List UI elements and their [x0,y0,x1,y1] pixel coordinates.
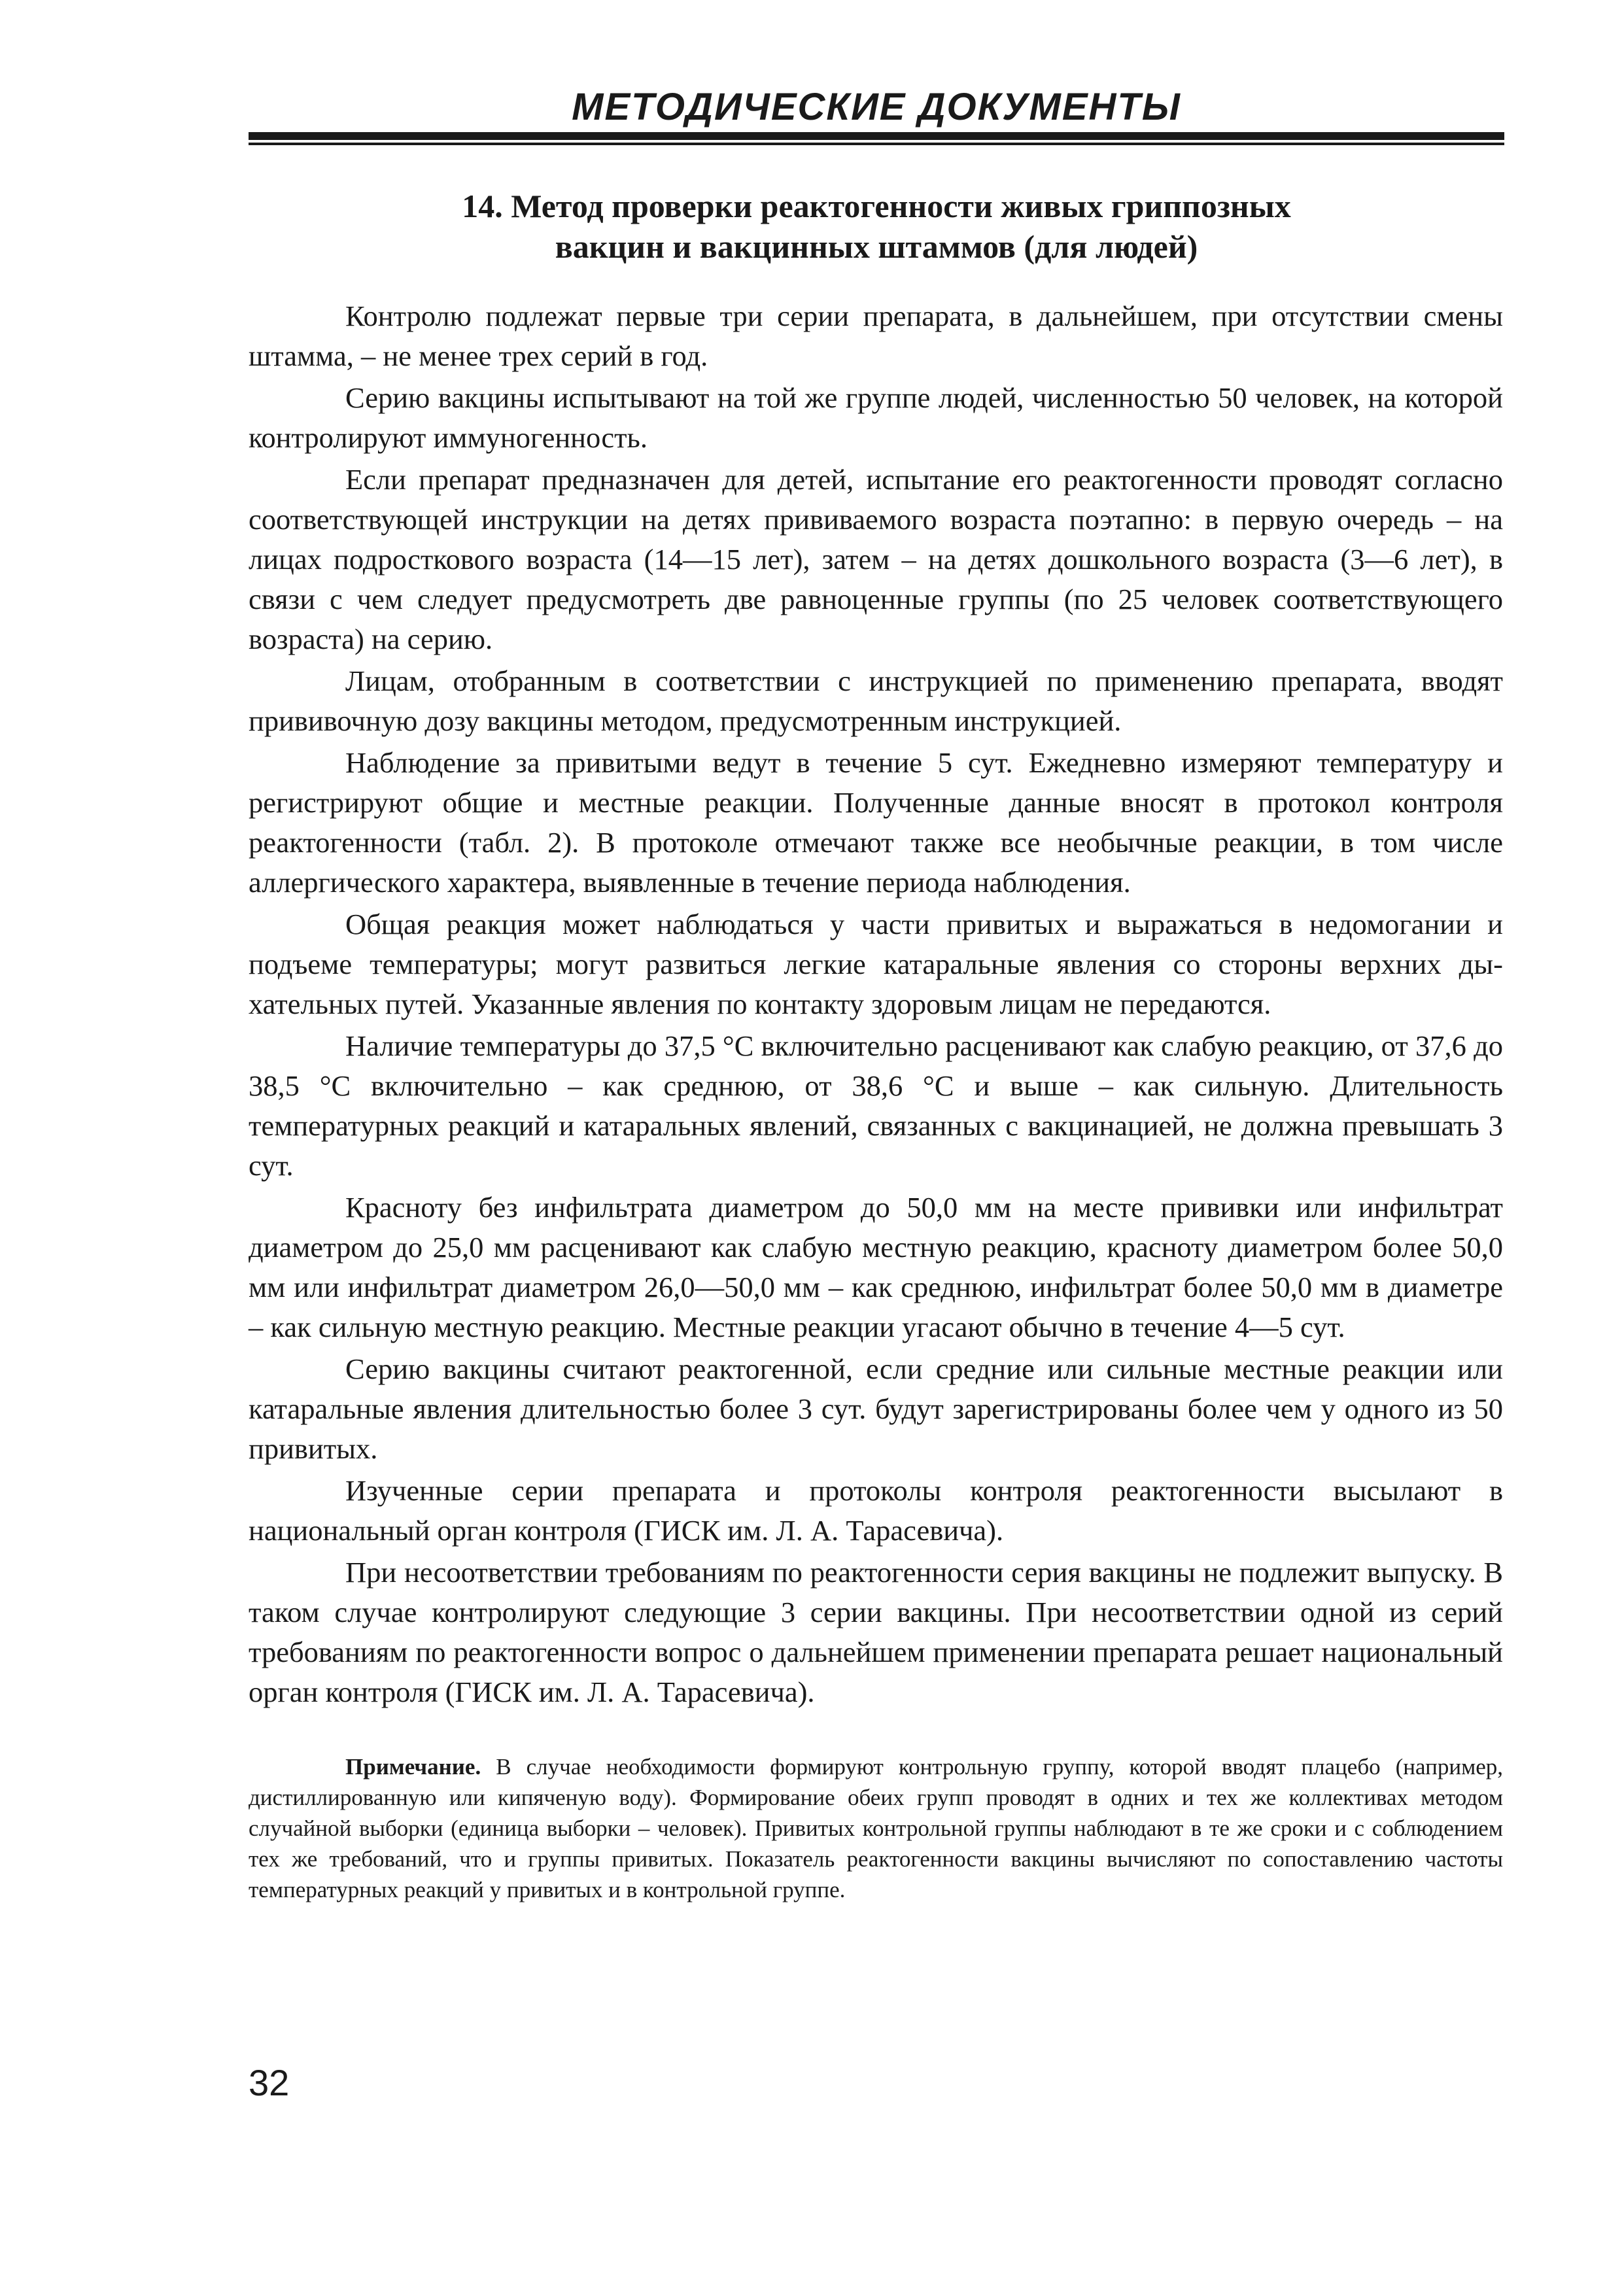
paragraph-2: Серию вакцины испытывают на той же группе людей, численностью 50 человек, на которой контролируют иммуногенность. [249,381,1503,454]
section-heading [249,186,1504,267]
paragraph-6: Общая реакция может наблюдаться у части привитых и выражаться в недомогании и подъеме температуры; могут развиться легкие катаральные явления со стороны верхних дыхательных путей. Указанные явления по контакту здоровым лицам не передаются. [249,908,1503,1020]
paragraph-11: При несоответствии требованиям по реактогенности серия вакцины не подлежит выпуску. В таком случае контролируют следующие 3 серии вакцины. При несоответствии одной из серий требованиям по реактогенности вопрос о дальнейшем применении препарата решает национальный орган контроля (ГИСК им. Л. А. Тарасевича). [249,1556,1503,1708]
paragraph-3: Если препарат предназначен для детей, испытание его реактогенности проводят согласно соответствующей инструкции на детях прививаемого возраста поэтапно: в первую очередь – на лицах подросткового возраста (14—15 лет), затем – на детях дошкольного возраста (3—6 лет), в связи с чем следует предусмотреть две равноценные группы (по 25 человек соответствующего возраста) на серию. [249,463,1503,655]
page-number: 32 [249,2062,290,2103]
running-header-title: МЕТОДИЧЕСКИЕ ДОКУМЕНТЫ [572,86,1181,128]
paragraph-9: Серию вакцины считают реактогенной, если средние или сильные местные реакции или катаральные явления длительностью более 3 сут. будут зарегистрированы более чем у одного из 50 привитых. [249,1352,1503,1465]
header-rule-thin [249,143,1504,145]
paragraph-4: Лицам, отобранным в соответствии с инструкцией по применению препарата, вводят прививочную дозу вакцины методом, предусмотренным инструкцией. [249,664,1503,737]
section-heading-line-1: 14. Метод проверки реактогенности живых гриппозных [462,188,1291,224]
paragraph-8: Красноту без инфильтрата диаметром до 50,0 мм на месте прививки или инфильтрат диаметром до 25,0 мм расценивают как слабую местную реакцию, красноту диаметром более 50,0 мм или инфильтрат диаметром 26,0—50,0 мм – как среднюю, инфильтрат более 50,0 мм в диаметре – как сильную местную реакцию. Местные реакции угасают обычно в течение 4—5 сут. [249,1191,1503,1343]
paragraph-1: Контролю подлежат первые три серии препарата, в дальнейшем, при отсутствии смены штамма, – не менее трех серий в год. [249,300,1503,372]
body-text [249,296,1503,1714]
note-paragraph [249,1751,1503,1905]
footnote-note [249,1751,1503,1905]
paragraph-5: Наблюдение за привитыми ведут в течение 5 сут. Ежедневно измеряют температуру и регистрируют общие и местные реакции. Полученные данные вносят в протокол контроля реактогенности (табл. 2). В протоколе отмечают также все необычные реакции, в том числе аллергического характера, выявленные в течение периода наблюдения. [249,746,1503,899]
note-text: В случае необходимости формируют контрольную группу, которой вводят плацебо (например, дистиллированную или кипяченую воду). Формирование обеих групп проводят в одних и тех же коллективах методом случайной выборки (единица выборки – человек). Привитых контрольной группы наблюдают в те же сроки и с соблюдением тех же требований, что и группы привитых. Показатель реактогенности вакцины вычисляют по сопоставлению частоты температурных реакций у привитых и в контрольной группе. [249,1754,1504,1902]
note-label: Примечание. [345,1754,481,1780]
paragraph-7: Наличие температуры до 37,5 °С включительно расценивают как слабую реакцию, от 37,6 до 38,5 °С включительно – как среднюю, от 38,6 °С и выше – как сильную. Длительность температурных реакций и катаральных явлений, связанных с вакцинацией, не должна превышать 3 сут. [249,1029,1503,1182]
section-heading-line-2: вакцин и вакцинных штаммов (для людей) [555,228,1198,265]
header-rule-thick [249,132,1504,140]
paragraph-10: Изученные серии препарата и протоколы контроля реактогенности высылают в национальный орган контроля (ГИСК им. Л. А. Тарасевича). [249,1474,1503,1547]
